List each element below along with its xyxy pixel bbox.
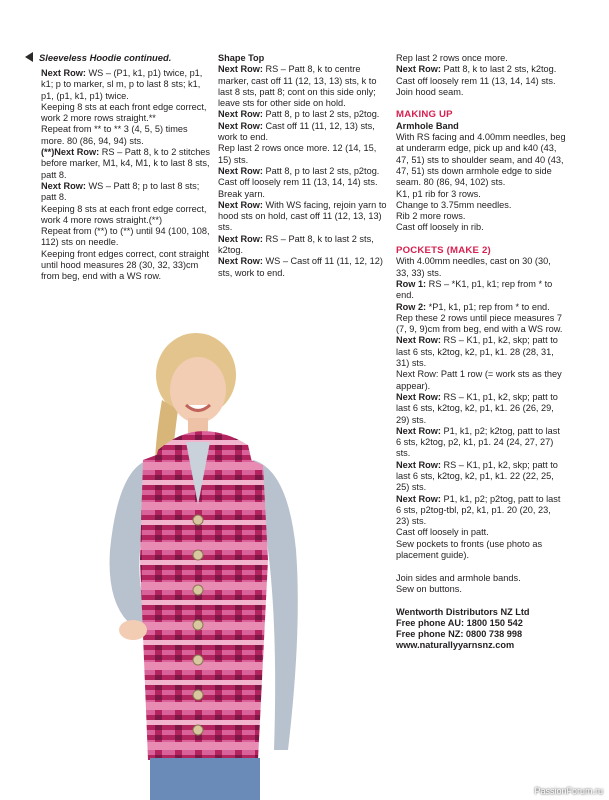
instruction-text: Patt 8, p to last 2 sts, p2tog. — [262, 109, 380, 120]
instruction-line — [396, 527, 566, 538]
contact-line: Free phone NZ: 0800 738 998 — [396, 629, 523, 640]
instruction-label: Next Row: — [396, 335, 441, 346]
watermark: PassionForum.ru — [534, 786, 603, 796]
instruction-label: Next Row: — [218, 256, 263, 267]
instruction-text: WS – (P1, k1, p1) twice, p1, k1; p to marker, sl m, p to last 8 sts; k1, p1, (p1, k1, p1) twice. — [41, 68, 203, 101]
instruction-text: K1, p1 rib for 3 rows. — [396, 188, 481, 199]
instruction-text: Cast off loosely rem 11 (13, 14, 14) sts. — [218, 177, 378, 188]
instruction-text: Sew pockets to fronts (use photo as placement guide). — [396, 538, 543, 561]
contact-line: Wentworth Distributors NZ Ltd — [396, 606, 530, 617]
instruction-label: Next Row: — [396, 425, 441, 436]
instruction-text: Rib 2 more rows. — [396, 211, 466, 222]
instruction-label: Next Row: — [218, 120, 263, 131]
instruction-text: Repeat from (**) to (**) until 94 (100, 108, 112) sts on needle. — [41, 226, 210, 248]
instruction-label: (**)Next Row: — [41, 147, 100, 158]
instruction-text: Change to 3.75mm needles. — [396, 199, 512, 210]
instruction-line — [41, 124, 211, 147]
instruction-line — [396, 460, 566, 494]
instruction-line — [396, 76, 566, 87]
vest — [140, 445, 268, 760]
instruction-text: P1, k1, p2; k2tog, patt to last 6 sts, k2tog, p2, k1, p1. 24 (24, 27, 27) sts. — [396, 425, 560, 459]
instruction-text: Keeping front edges correct, cont straight until hood measures 28 (30, 32, 33)cm from beg, end with a WS row. — [41, 248, 210, 282]
instruction-line — [396, 302, 566, 313]
continued-arrow-icon — [25, 52, 33, 62]
instruction-label: Next Row: — [396, 493, 441, 504]
continued-header: Sleeveless Hoodie continued. — [39, 52, 172, 63]
instruction-text: Rep last 2 rows once more. 12 (14, 15, 15) sts. — [218, 143, 377, 165]
instruction-text: Patt 8, p to last 2 sts, p2tog. — [262, 165, 380, 176]
making-up-title: MAKING UP — [396, 109, 453, 121]
instruction-label: Next Row: — [396, 64, 441, 75]
instruction-text: Break yarn. — [218, 188, 265, 199]
instruction-text: RS – K1, p1, k2, skp; patt to last 6 sts, k2tog, k2, p1, k1. 22 (22, 25, 25) sts. — [396, 459, 558, 493]
instruction-text: Rep last 2 rows once more. — [396, 53, 508, 63]
instruction-line — [41, 249, 211, 283]
instruction-line — [41, 226, 211, 249]
instruction-line — [396, 494, 566, 528]
instruction-text: Keeping 8 sts at each front edge correct, work 4 more rows straight.(**) — [41, 203, 207, 225]
instruction-line — [41, 181, 211, 204]
instruction-line — [41, 68, 211, 102]
instruction-line — [396, 200, 566, 211]
instruction-label: Next Row: — [218, 109, 263, 120]
instruction-line — [396, 369, 566, 392]
instruction-label: Next Row: — [218, 233, 263, 244]
instruction-text: RS – Patt 8, k to last 2 sts, k2tog. — [218, 233, 374, 256]
instruction-line — [396, 189, 566, 200]
instruction-line — [396, 64, 566, 75]
instruction-line — [396, 539, 566, 562]
contact-line: Free phone AU: 1800 150 542 — [396, 617, 523, 628]
instruction-line — [396, 222, 566, 233]
instruction-label: Next Row: — [218, 199, 263, 210]
instruction-line — [396, 256, 566, 279]
instruction-text: RS – *K1, p1, k1; rep from * to end. — [396, 278, 553, 301]
instruction-line — [396, 53, 566, 64]
instruction-line — [41, 147, 211, 181]
instruction-line — [396, 211, 566, 222]
instruction-label: Row 2: — [396, 301, 427, 312]
contact-website[interactable]: www.naturallyyarnsnz.com — [396, 640, 515, 651]
instruction-line — [396, 573, 566, 584]
instruction-line — [218, 143, 388, 166]
instruction-line — [218, 234, 388, 257]
instruction-line — [218, 189, 388, 200]
instruction-text: RS – Patt 8, k to centre marker, cast off 11 (12, 13, 13) sts, k to last 8 sts, patt 8; cont on this side only; leave sts for other side on hold. — [218, 64, 377, 109]
instruction-text: Cast off 11 (11, 12, 13) sts, work to end. — [218, 120, 375, 143]
instruction-label: Row 1: — [396, 278, 427, 289]
column-1 — [41, 68, 211, 283]
instruction-label: Next Row: — [218, 165, 263, 176]
instruction-text: Cast off loosely in patt. — [396, 527, 489, 538]
model-photo — [88, 330, 318, 800]
instruction-line — [396, 87, 566, 98]
instruction-line — [396, 313, 566, 336]
instruction-text: Sew on buttons. — [396, 583, 462, 594]
instruction-line — [41, 102, 211, 125]
instruction-text: Join hood seam. — [396, 86, 464, 97]
instruction-text: Patt 8, k to last 2 sts, k2tog. — [440, 64, 557, 75]
instruction-line — [218, 200, 388, 234]
instruction-line — [396, 335, 566, 369]
instruction-line — [218, 256, 388, 279]
instruction-text: With RS facing and 4.00mm needles, beg at underarm edge, pick up and k40 (43, 47, 51) sts to shoulder seam, and 40 (43, 47, 51) sts down armhole edge to side seam. 80 (86, 94, 102) sts. — [396, 132, 566, 188]
instruction-text: Next Row: Patt 1 row (= work sts as they appear). — [396, 369, 562, 391]
armhole-band-title: Armhole Band — [396, 120, 459, 131]
instruction-line — [218, 64, 388, 109]
instruction-line — [218, 109, 388, 120]
instruction-line — [41, 204, 211, 227]
instruction-text: P1, k1, p2; p2tog, patt to last 6 sts, p2tog-tbl, p2, k1, p1. 20 (20, 23, 23) sts. — [396, 493, 561, 527]
instruction-text: Repeat from ** to ** 3 (4, 5, 5) times more. 80 (86, 94, 94) sts. — [41, 124, 188, 146]
instruction-text: WS – Patt 8; p to last 8 sts; patt 8. — [41, 180, 200, 203]
instruction-line — [218, 166, 388, 177]
pockets-title: POCKETS (MAKE 2) — [396, 245, 491, 257]
instruction-text: Rep these 2 rows until piece measures 7 (7, 9, 9)cm from beg, end with a WS row. — [396, 312, 563, 335]
instruction-text: With WS facing, rejoin yarn to hood sts on hold, cast off 11 (12, 13, 13) sts. — [218, 199, 387, 233]
jeans — [150, 758, 260, 800]
instruction-line — [396, 584, 566, 595]
instruction-label: Next Row: — [396, 459, 441, 470]
shape-top-title: Shape Top — [218, 53, 265, 63]
instruction-label: Next Row: — [41, 68, 86, 78]
instruction-text: Join sides and armhole bands. — [396, 572, 521, 583]
instruction-text: With 4.00mm needles, cast on 30 (30, 33, 33) sts. — [396, 256, 551, 278]
instruction-line — [396, 279, 566, 302]
instruction-text: Cast off loosely in rib. — [396, 222, 484, 233]
instruction-label: Next Row: — [396, 391, 441, 402]
instruction-line — [396, 132, 566, 188]
instruction-text: Keeping 8 sts at each front edge correct, work 2 more rows straight.** — [41, 101, 207, 124]
instruction-line — [218, 177, 388, 188]
instruction-text: RS – Patt 8, k to 2 stitches before marker, M1, k4, M1, k to last 8 sts, patt 8. — [41, 147, 211, 180]
column-2 — [218, 53, 388, 279]
instruction-text: Cast off loosely rem 11 (13, 14, 14) sts. — [396, 75, 556, 86]
instruction-label: Next Row: — [218, 64, 263, 75]
instruction-text: RS – K1, p1, k2, skp; patt to last 6 sts, k2tog, k2, p1, k1. 26 (26, 29, 29) sts. — [396, 391, 558, 425]
instruction-line — [218, 121, 388, 144]
instruction-line — [396, 392, 566, 426]
instruction-text: WS – Cast off 11 (11, 12, 12) sts, work to end. — [218, 256, 383, 278]
instruction-text: RS – K1, p1, k2, skp; patt to last 6 sts, k2tog, k2, p1, k1. 28 (28, 31, 31) sts. — [396, 335, 558, 369]
face — [170, 357, 226, 423]
instruction-text: *P1, k1, p1; rep from * to end. — [426, 301, 550, 312]
column-3 — [396, 53, 566, 652]
instruction-label: Next Row: — [41, 180, 86, 191]
instruction-line — [396, 426, 566, 460]
